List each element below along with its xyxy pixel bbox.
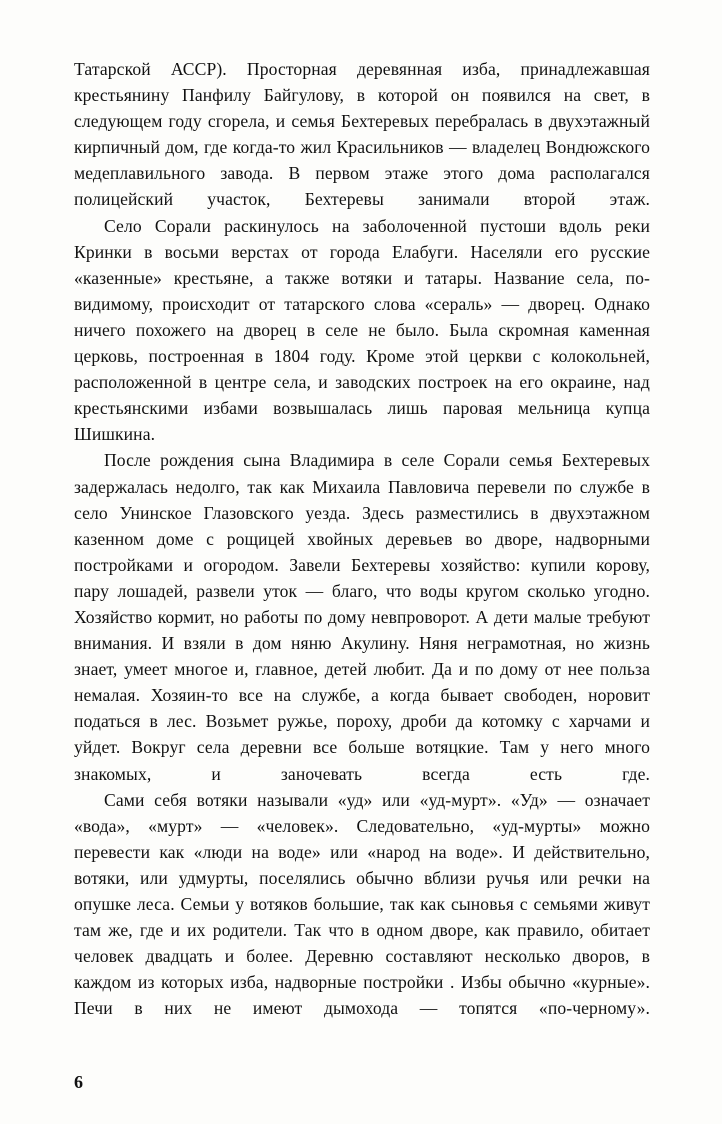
body-text [74, 56, 650, 1021]
paragraph: После рождения сына Владимира в селе Сорали семья Бехтеревых задержалась недолго, так как Михаила Павловича перевели по службе в село Унинское Глазовского уезда. Здесь разместились в двухэтажном казенном доме с рощицей хвойных деревьев во дворе, надворными постройками и огородом. Завели Бехтеревы хозяйство: купили корову, пару лошадей, развели уток — благо, что воды кругом сколько угодно. Хозяйство кормит, но работы по дому невпроворот. А дети малые требуют внимания. И взяли в дом няню Акулину. Няня неграмотная, но жизнь знает, умеет многое и, главное, детей любит. Да и по дому от нее польза немалая. Хозяин-то все на службе, а когда бывает свободен, норовит податься в лес. Возьмет ружье, пороху, дроби да котомку с харчами и уйдет. Вокруг села деревни все больше вотяцкие. Там у него много знакомых, и заночевать всегда есть где. [74, 450, 650, 784]
paragraph: Село Сорали раскинулось на заболоченной пустоши вдоль реки Кринки в восьми верстах от города Елабуги. Населяли его русские «казенные» крестьяне, а также вотяки и татары. Название села, по-видимому, происходит от татарского слова «сераль» — дворец. Однако ничего похожего на дворец в селе не было. Была скромная каменная церковь, построенная в 1804 году. Кроме этой церкви с колокольней, расположенной в центре села, и заводских построек на его окраине, над крестьянскими избами возвышалась лишь паровая мельница купца Шишкина. [74, 215, 650, 445]
paragraph: Татарской АССР). Просторная деревянная изба, принадлежавшая крестьянину Панфилу Байгулову, в которой он появился на свет, в следующем году сгорела, и семья Бехтеревых перебралась в двухэтажный кирпичный дом, где когда-то жил Красильников — владелец Вондюжского медеплавильного завода. В первом этаже этого дома располагался полицейский участок, Бехтеревы занимали второй этаж. [74, 59, 650, 210]
page-number: 6 [74, 1072, 83, 1092]
paragraph: Сами себя вотяки называли «уд» или «уд-мурт». «Уд» — означает «вода», «мурт» — «человек». Следовательно, «уд-мурты» можно перевести как «люди на воде» или «народ на воде». И действительно, вотяки, или удмурты, поселялись обычно вблизи ручья или речки на опушке леса. Семьи у вотяков большие, так как сыновья с семьями живут там же, где и их родители. Так что в одном дворе, как правило, обитает человек двадцать и более. Деревню составляют несколько дворов, в каждом из которых изба, надворные постройки . Избы обычно «курные». Печи в них не имеют дымохода — топятся «по-черному». [74, 789, 650, 1019]
